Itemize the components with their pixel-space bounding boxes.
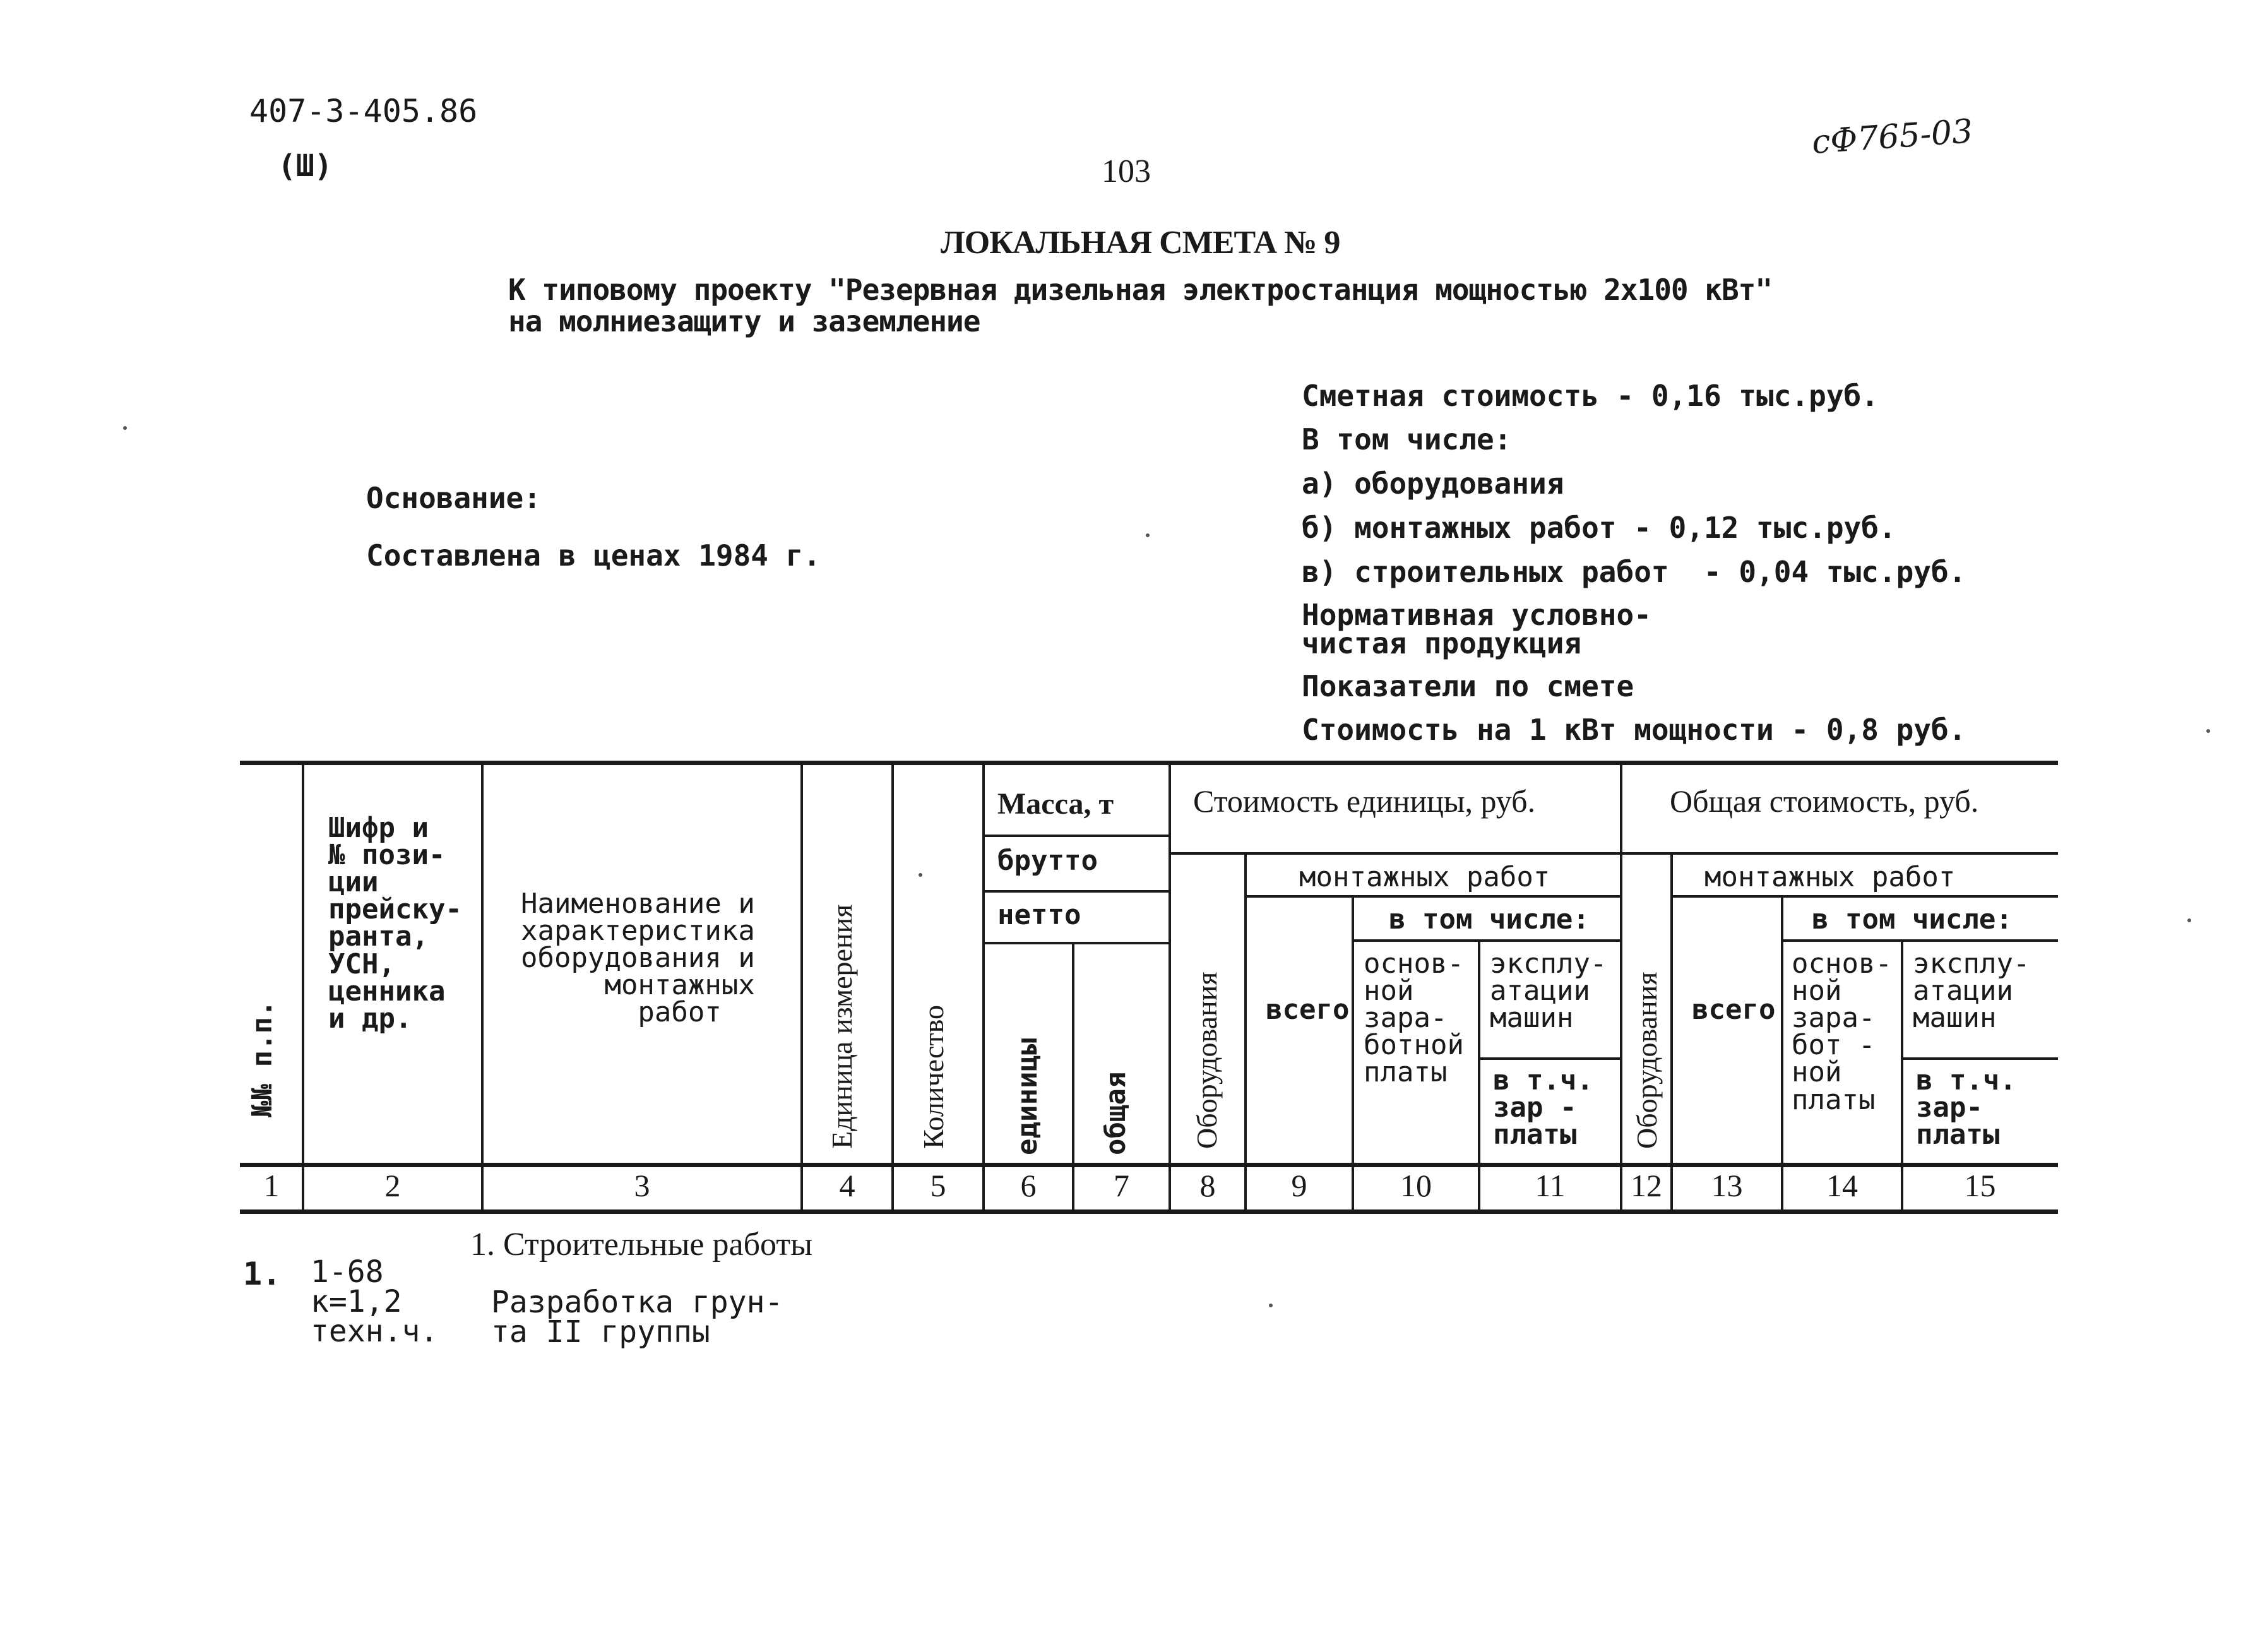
col-brutto: брутто	[997, 845, 1098, 877]
col-all-total: всего	[1692, 994, 1776, 1026]
col-number-10: 10	[1400, 1168, 1432, 1203]
summary-equipment: а) оборудования	[1302, 466, 1564, 501]
title-line-2: на молниезащиту и заземление	[508, 304, 980, 338]
col-number-8: 8	[1199, 1168, 1216, 1203]
col-number-14: 14	[1826, 1168, 1858, 1203]
scan-speck	[2206, 729, 2210, 733]
col-number-9: 9	[1291, 1168, 1307, 1203]
col-number-4: 4	[839, 1168, 855, 1203]
col-number-15: 15	[1964, 1168, 1996, 1203]
col-number-5: 5	[930, 1168, 946, 1203]
title-line-1: К типовому проекту "Резервная дизельная электростанция мощностью 2х100 кВт"	[508, 273, 1773, 307]
col-total-cost: Общая стоимость, руб.	[1670, 783, 1979, 819]
col-number-11: 11	[1535, 1168, 1566, 1203]
summary-construction: в) строительных работ - 0,04 тыс.руб.	[1302, 555, 1966, 589]
col-equipment: Оборудования	[1191, 972, 1223, 1149]
col-mount-unit: монтажных работ	[1299, 861, 1550, 893]
col-unit-cost: Стоимость единицы, руб.	[1193, 783, 1536, 819]
col-mass-total: общая	[1100, 1071, 1132, 1155]
section-mark: (Ш)	[278, 148, 333, 184]
basis-label: Основание:	[366, 481, 541, 515]
col-netto: нетто	[997, 899, 1081, 931]
row-name: Разработка грун- та II группы	[491, 1285, 783, 1350]
col-number-7: 7	[1114, 1168, 1129, 1203]
col-qty: Количество	[917, 1005, 949, 1149]
document-code: 407-3-405.86	[249, 93, 478, 129]
col-wage-unit: основ- ной зара- ботной платы	[1364, 948, 1464, 1089]
col-mount-total: монтажных работ	[1704, 861, 1956, 893]
summary-indicators: Показатели по смете	[1302, 669, 1634, 703]
estimate-title: ЛОКАЛЬНАЯ СМЕТА № 9	[941, 225, 1340, 261]
col-code: Шифр и № пози- ции прейску- ранта, УСН, ценника и др.	[328, 812, 462, 1035]
summary-normative-1: Нормативная условно-	[1302, 598, 1651, 632]
handwritten-code: сФ765-03	[1811, 112, 1975, 162]
row-number: 1.	[243, 1256, 282, 1292]
summary-cost: Сметная стоимость - 0,16 тыс.руб.	[1302, 379, 1879, 413]
summary-per-kw: Стоимость на 1 кВт мощности - 0,8 руб.	[1302, 713, 1966, 747]
col-pp: №№ п.п.	[246, 1000, 278, 1117]
col-unit: Единица измерения	[826, 904, 858, 1149]
scan-speck	[1146, 533, 1150, 537]
col-incl-total: в том числе:	[1812, 903, 2013, 936]
summary-including: В том числе:	[1302, 422, 1512, 456]
col-machines-total: эксплу- атации машин	[1913, 948, 2030, 1035]
col-number-3: 3	[634, 1168, 650, 1203]
col-name: Наименование и характеристика оборудования и монтажных работ	[521, 888, 755, 1029]
prices-basis: Составлена в ценах 1984 г.	[366, 538, 821, 573]
col-machines-wage-unit: в т.ч. зар - платы	[1493, 1064, 1593, 1151]
scan-speck	[1269, 1304, 1273, 1307]
section-title: 1. Строительные работы	[470, 1227, 813, 1263]
col-number-6: 6	[1020, 1168, 1037, 1203]
col-mass-unit: единицы	[1011, 1038, 1044, 1155]
col-number-13: 13	[1711, 1168, 1743, 1203]
page-number: 103	[1102, 153, 1151, 189]
scan-speck	[123, 426, 127, 430]
col-mass: Масса, т	[997, 787, 1114, 821]
col-number-12: 12	[1631, 1168, 1662, 1203]
summary-normative-2: чистая продукция	[1302, 626, 1582, 660]
col-number-2: 2	[384, 1168, 401, 1203]
scan-speck	[2187, 918, 2191, 922]
row-code: 1-68 к=1,2 техн.ч.	[311, 1254, 439, 1350]
col-machines-wage-total: в т.ч. зар- платы	[1916, 1064, 2016, 1151]
col-equipment-total: Оборудования	[1631, 972, 1663, 1149]
col-machines-unit: эксплу- атации машин	[1490, 948, 1607, 1035]
scan-speck	[919, 873, 922, 877]
col-incl-unit: в том числе:	[1389, 903, 1590, 936]
col-wage-total: основ- ной зара- бот - ной платы	[1792, 948, 1892, 1116]
summary-mounting: б) монтажных работ - 0,12 тыс.руб.	[1302, 511, 1896, 545]
col-number-1: 1	[263, 1168, 280, 1203]
col-all-unit: всего	[1266, 994, 1350, 1026]
